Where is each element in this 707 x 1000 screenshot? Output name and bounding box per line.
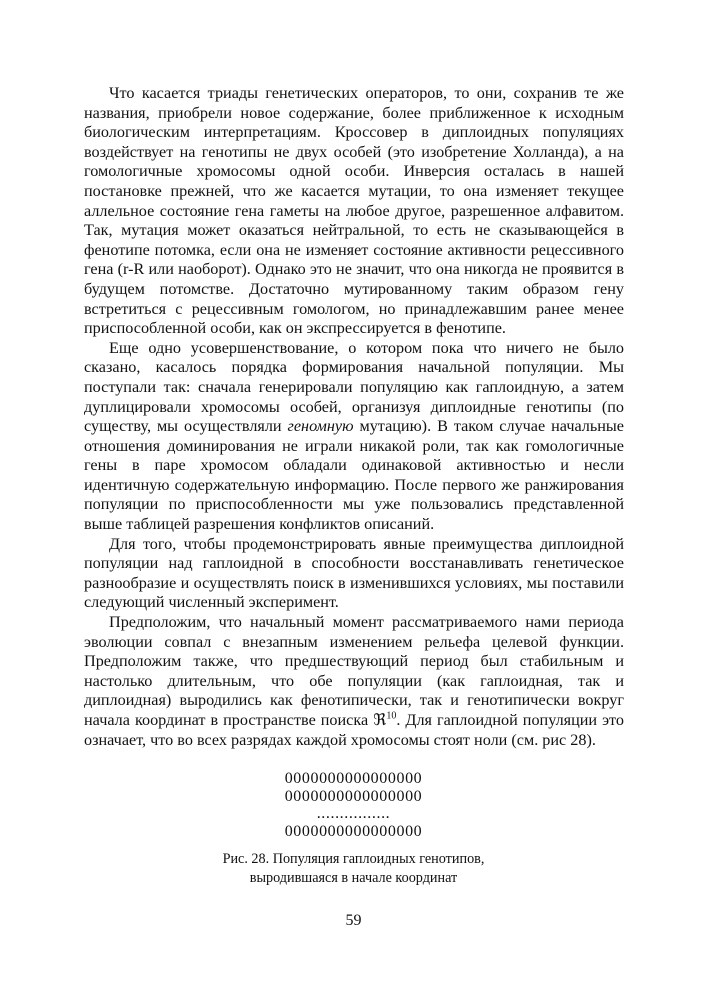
search-space-dimension: 10: [386, 710, 397, 722]
genotype-row-ellipsis: ................: [316, 805, 391, 823]
paragraph-4-text-start: Предположим, что начальный момент рассматриваемого нами периода эволюции совпал с внезапным изменением рельефа целевой функции. Предположим также, что предшествующий период был стабильным и настолько длительным, что обе популяции (как гаплоидная, так и диплоидная) выродились как фенотипически, так и генотипически вокруг начала координат в пространстве поиска: [84, 613, 624, 729]
paragraph-assumption: [84, 613, 624, 750]
genotype-row: 0000000000000000: [284, 822, 423, 840]
paragraph-experiment-intro: Для того, чтобы продемонстрировать явные преимущества диплоидной популяции над гаплоидной в способности восстанавливать генетическое разнообразие и осуществлять поиск в изменившихся условиях, мы поставили следующий численный эксперимент.: [84, 534, 624, 612]
body-text: [84, 84, 624, 750]
paragraph-initial-population: [84, 339, 624, 535]
caption-line-2: выродившаяся в начале координат: [249, 870, 458, 886]
search-space-symbol: ℜ: [373, 711, 387, 729]
figure-28-genotype-matrix: [0, 770, 707, 840]
genotype-row: 0000000000000000: [284, 770, 423, 787]
paragraph-2-text-start: Еще одно усовершенствование, о котором пока что ничего не было сказано, касалось порядка формирования начальной популяции. Мы поступали так: сначала генерировали популяцию как гаплоидную, а затем дуплицировали хромосомы особей, организуя диплоидные генотипы (по существу, мы осуществляли: [84, 338, 624, 436]
figure-caption: [0, 850, 707, 888]
page-number: 59: [345, 912, 362, 929]
caption-line-1: Рис. 28. Популяция гаплоидных генотипов,: [222, 851, 485, 867]
genotype-row: 0000000000000000: [284, 787, 423, 805]
italic-term: геномную: [287, 417, 354, 436]
paragraph-genetic-operators: Что касается триады генетических операторов, то они, сохранив те же названия, приобрели новое содержание, более приближенное к исходным биологическим интерпретациям. Кроссовер в диплоидных популяциях воздействует на генотипы не двух особей (это изобретение Холланда), а на гомологичные хромосомы одной особи. Инверсия осталась в нашей постановке прежней, что же касается мутации, то она изменяет текущее аллельное состояние гена гаметы на любое другое, разрешенное алфавитом. Так, мутация может оказаться нейтральной, то есть не сказывающейся в фенотипе потомка, если она не изменяет состояние активности рецессивного гена (r-R или наоборот). Однако это не значит, что она никогда не проявится в будущем потомстве. Достаточно мутированному таким образом гену встретиться с рецессивным гомологом, но принадлежавшим ранее менее приспособленной особи, как он экспрессируется в фенотипе.: [84, 84, 624, 338]
paragraph-2-text-end: мутацию). В таком случае начальные отношения доминирования не играли никакой роли, так как гомологичные гены в паре хромосом обладали одинаковой активностью и несли идентичную содержательную информацию. После первого же ранжирования популяции по приспособленности мы уже пользовались представленной выше таблицей разрешения конфликтов описаний.: [84, 417, 624, 534]
paragraph-4-text-end: . Для гаплоидной популяции это означает, что во всех разрядах каждой хромосомы стоят ноли (см. рис 28).: [84, 711, 625, 749]
